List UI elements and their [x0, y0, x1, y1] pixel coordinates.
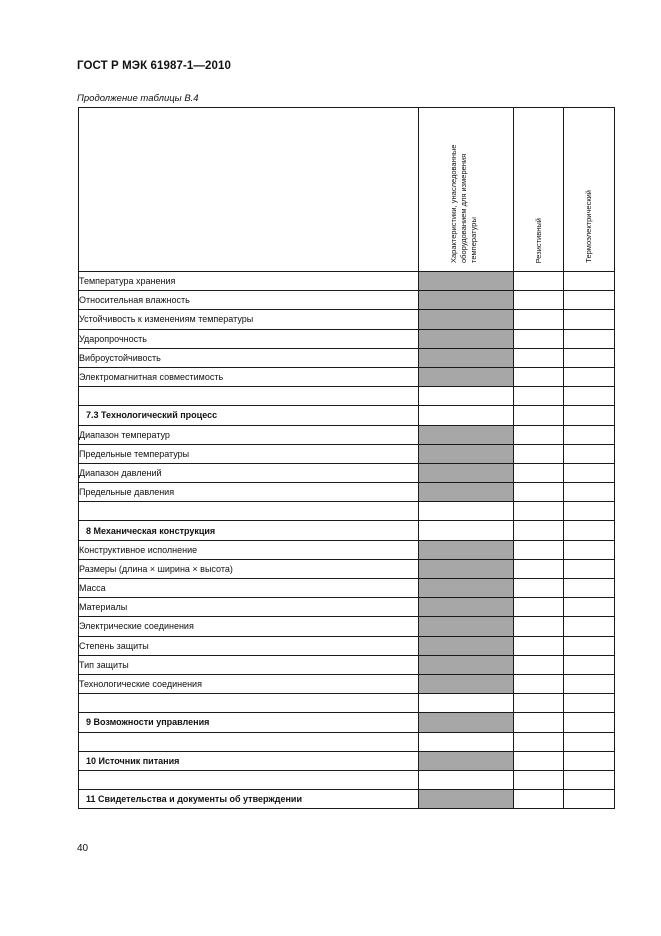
spacer-row [79, 387, 615, 406]
table-row [79, 598, 615, 617]
resistive-cell [514, 387, 564, 406]
thermoelectric-cell [564, 444, 615, 463]
thermoelectric-cell [564, 713, 615, 732]
resistive-cell [514, 367, 564, 386]
resistive-cell [514, 521, 564, 540]
inherited-cell [419, 272, 514, 291]
header-label: Термоэлектрический [584, 190, 593, 263]
thermoelectric-cell [564, 406, 615, 425]
resistive-cell [514, 636, 564, 655]
inherited-cell [419, 291, 514, 310]
resistive-cell [514, 732, 564, 751]
section-row [79, 406, 615, 425]
inherited-cell [419, 636, 514, 655]
characteristic-name: Диапазон давлений [79, 463, 419, 482]
table-caption: Продолжение таблицы В.4 [77, 93, 199, 104]
resistive-cell [514, 713, 564, 732]
resistive-cell [514, 406, 564, 425]
section-row [79, 713, 615, 732]
characteristic-name: Предельные давления [79, 483, 419, 502]
table-row [79, 463, 615, 482]
spacer-row [79, 502, 615, 521]
characteristic-name: Виброустойчивость [79, 348, 419, 367]
table-row [79, 425, 615, 444]
inherited-cell [419, 674, 514, 693]
thermoelectric-cell [564, 540, 615, 559]
section-row [79, 751, 615, 770]
table-row [79, 348, 615, 367]
section-heading: 11 Свидетельства и документы об утверждении [79, 790, 419, 809]
inherited-cell [419, 463, 514, 482]
table-body [79, 272, 615, 809]
table-row [79, 579, 615, 598]
thermoelectric-cell [564, 751, 615, 770]
section-heading: 9 Возможности управления [79, 713, 419, 732]
document-title: ГОСТ Р МЭК 61987-1—2010 [77, 60, 231, 72]
table-row [79, 367, 615, 386]
inherited-cell [419, 751, 514, 770]
resistive-cell [514, 559, 564, 578]
inherited-cell [419, 540, 514, 559]
resistive-cell [514, 694, 564, 713]
inherited-cell [419, 655, 514, 674]
inherited-cell [419, 348, 514, 367]
header-resistive [514, 108, 564, 272]
characteristic-name: Ударопрочность [79, 329, 419, 348]
inherited-cell [419, 617, 514, 636]
thermoelectric-cell [564, 559, 615, 578]
characteristic-name: Степень защиты [79, 636, 419, 655]
section-heading: 7.3 Технологический процесс [79, 406, 419, 425]
inherited-cell [419, 579, 514, 598]
thermoelectric-cell [564, 694, 615, 713]
resistive-cell [514, 463, 564, 482]
thermoelectric-cell [564, 732, 615, 751]
thermoelectric-cell [564, 790, 615, 809]
resistive-cell [514, 617, 564, 636]
characteristic-name: Конструктивное исполнение [79, 540, 419, 559]
thermoelectric-cell [564, 425, 615, 444]
characteristic-name [79, 387, 419, 406]
resistive-cell [514, 310, 564, 329]
characteristic-name [79, 694, 419, 713]
table-row [79, 329, 615, 348]
table-row [79, 291, 615, 310]
thermoelectric-cell [564, 387, 615, 406]
inherited-cell [419, 425, 514, 444]
thermoelectric-cell [564, 579, 615, 598]
characteristic-name: Технологические соединения [79, 674, 419, 693]
page-number: 40 [77, 843, 89, 854]
spacer-row [79, 732, 615, 751]
section-heading: 8 Механическая конструкция [79, 521, 419, 540]
resistive-cell [514, 291, 564, 310]
characteristic-name: Материалы [79, 598, 419, 617]
section-row [79, 521, 615, 540]
resistive-cell [514, 790, 564, 809]
table-row [79, 444, 615, 463]
resistive-cell [514, 329, 564, 348]
characteristic-name: Тип защиты [79, 655, 419, 674]
characteristic-name: Температура хранения [79, 272, 419, 291]
header-thermoelectric [564, 108, 615, 272]
thermoelectric-cell [564, 329, 615, 348]
resistive-cell [514, 425, 564, 444]
header-label: Резистивный [533, 217, 543, 263]
thermoelectric-cell [564, 367, 615, 386]
resistive-cell [514, 598, 564, 617]
thermoelectric-cell [564, 636, 615, 655]
characteristic-name: Электромагнитная совместимость [79, 367, 419, 386]
table-row [79, 636, 615, 655]
thermoelectric-cell [564, 502, 615, 521]
characteristic-name: Диапазон температур [79, 425, 419, 444]
resistive-cell [514, 579, 564, 598]
resistive-cell [514, 751, 564, 770]
thermoelectric-cell [564, 483, 615, 502]
characteristic-name: Масса [79, 579, 419, 598]
characteristics-table [78, 107, 615, 809]
thermoelectric-cell [564, 617, 615, 636]
inherited-cell [419, 387, 514, 406]
inherited-cell [419, 713, 514, 732]
inherited-cell [419, 444, 514, 463]
header-empty-cell [79, 108, 419, 272]
thermoelectric-cell [564, 272, 615, 291]
inherited-cell [419, 502, 514, 521]
characteristic-name: Устойчивость к изменениям температуры [79, 310, 419, 329]
thermoelectric-cell [564, 348, 615, 367]
resistive-cell [514, 674, 564, 693]
inherited-cell [419, 694, 514, 713]
thermoelectric-cell [564, 521, 615, 540]
section-row [79, 790, 615, 809]
thermoelectric-cell [564, 598, 615, 617]
resistive-cell [514, 655, 564, 674]
spacer-row [79, 694, 615, 713]
resistive-cell [514, 444, 564, 463]
thermoelectric-cell [564, 463, 615, 482]
table-row [79, 617, 615, 636]
table-row [79, 483, 615, 502]
characteristic-name: Размеры (длина × ширина × высота) [79, 559, 419, 578]
resistive-cell [514, 770, 564, 789]
spacer-row [79, 770, 615, 789]
inherited-cell [419, 329, 514, 348]
inherited-cell [419, 521, 514, 540]
thermoelectric-cell [564, 655, 615, 674]
inherited-cell [419, 310, 514, 329]
resistive-cell [514, 502, 564, 521]
table-row [79, 559, 615, 578]
header-label: Характеристики, унаследованные оборудованием для измерения температуры [449, 144, 478, 263]
table-row [79, 540, 615, 559]
characteristic-name [79, 770, 419, 789]
characteristic-name: Предельные температуры [79, 444, 419, 463]
resistive-cell [514, 540, 564, 559]
characteristic-name: Электрические соединения [79, 617, 419, 636]
section-heading: 10 Источник питания [79, 751, 419, 770]
resistive-cell [514, 348, 564, 367]
inherited-cell [419, 598, 514, 617]
inherited-cell [419, 559, 514, 578]
inherited-cell [419, 367, 514, 386]
inherited-cell [419, 732, 514, 751]
header-inherited-characteristics [419, 108, 514, 272]
inherited-cell [419, 406, 514, 425]
characteristic-name [79, 732, 419, 751]
table-row [79, 310, 615, 329]
inherited-cell [419, 770, 514, 789]
thermoelectric-cell [564, 770, 615, 789]
thermoelectric-cell [564, 291, 615, 310]
resistive-cell [514, 272, 564, 291]
table-row [79, 674, 615, 693]
characteristic-name: Относительная влажность [79, 291, 419, 310]
table-row [79, 272, 615, 291]
characteristic-name [79, 502, 419, 521]
thermoelectric-cell [564, 310, 615, 329]
table-row [79, 655, 615, 674]
table-header-row [79, 108, 615, 272]
resistive-cell [514, 483, 564, 502]
inherited-cell [419, 790, 514, 809]
inherited-cell [419, 483, 514, 502]
thermoelectric-cell [564, 674, 615, 693]
